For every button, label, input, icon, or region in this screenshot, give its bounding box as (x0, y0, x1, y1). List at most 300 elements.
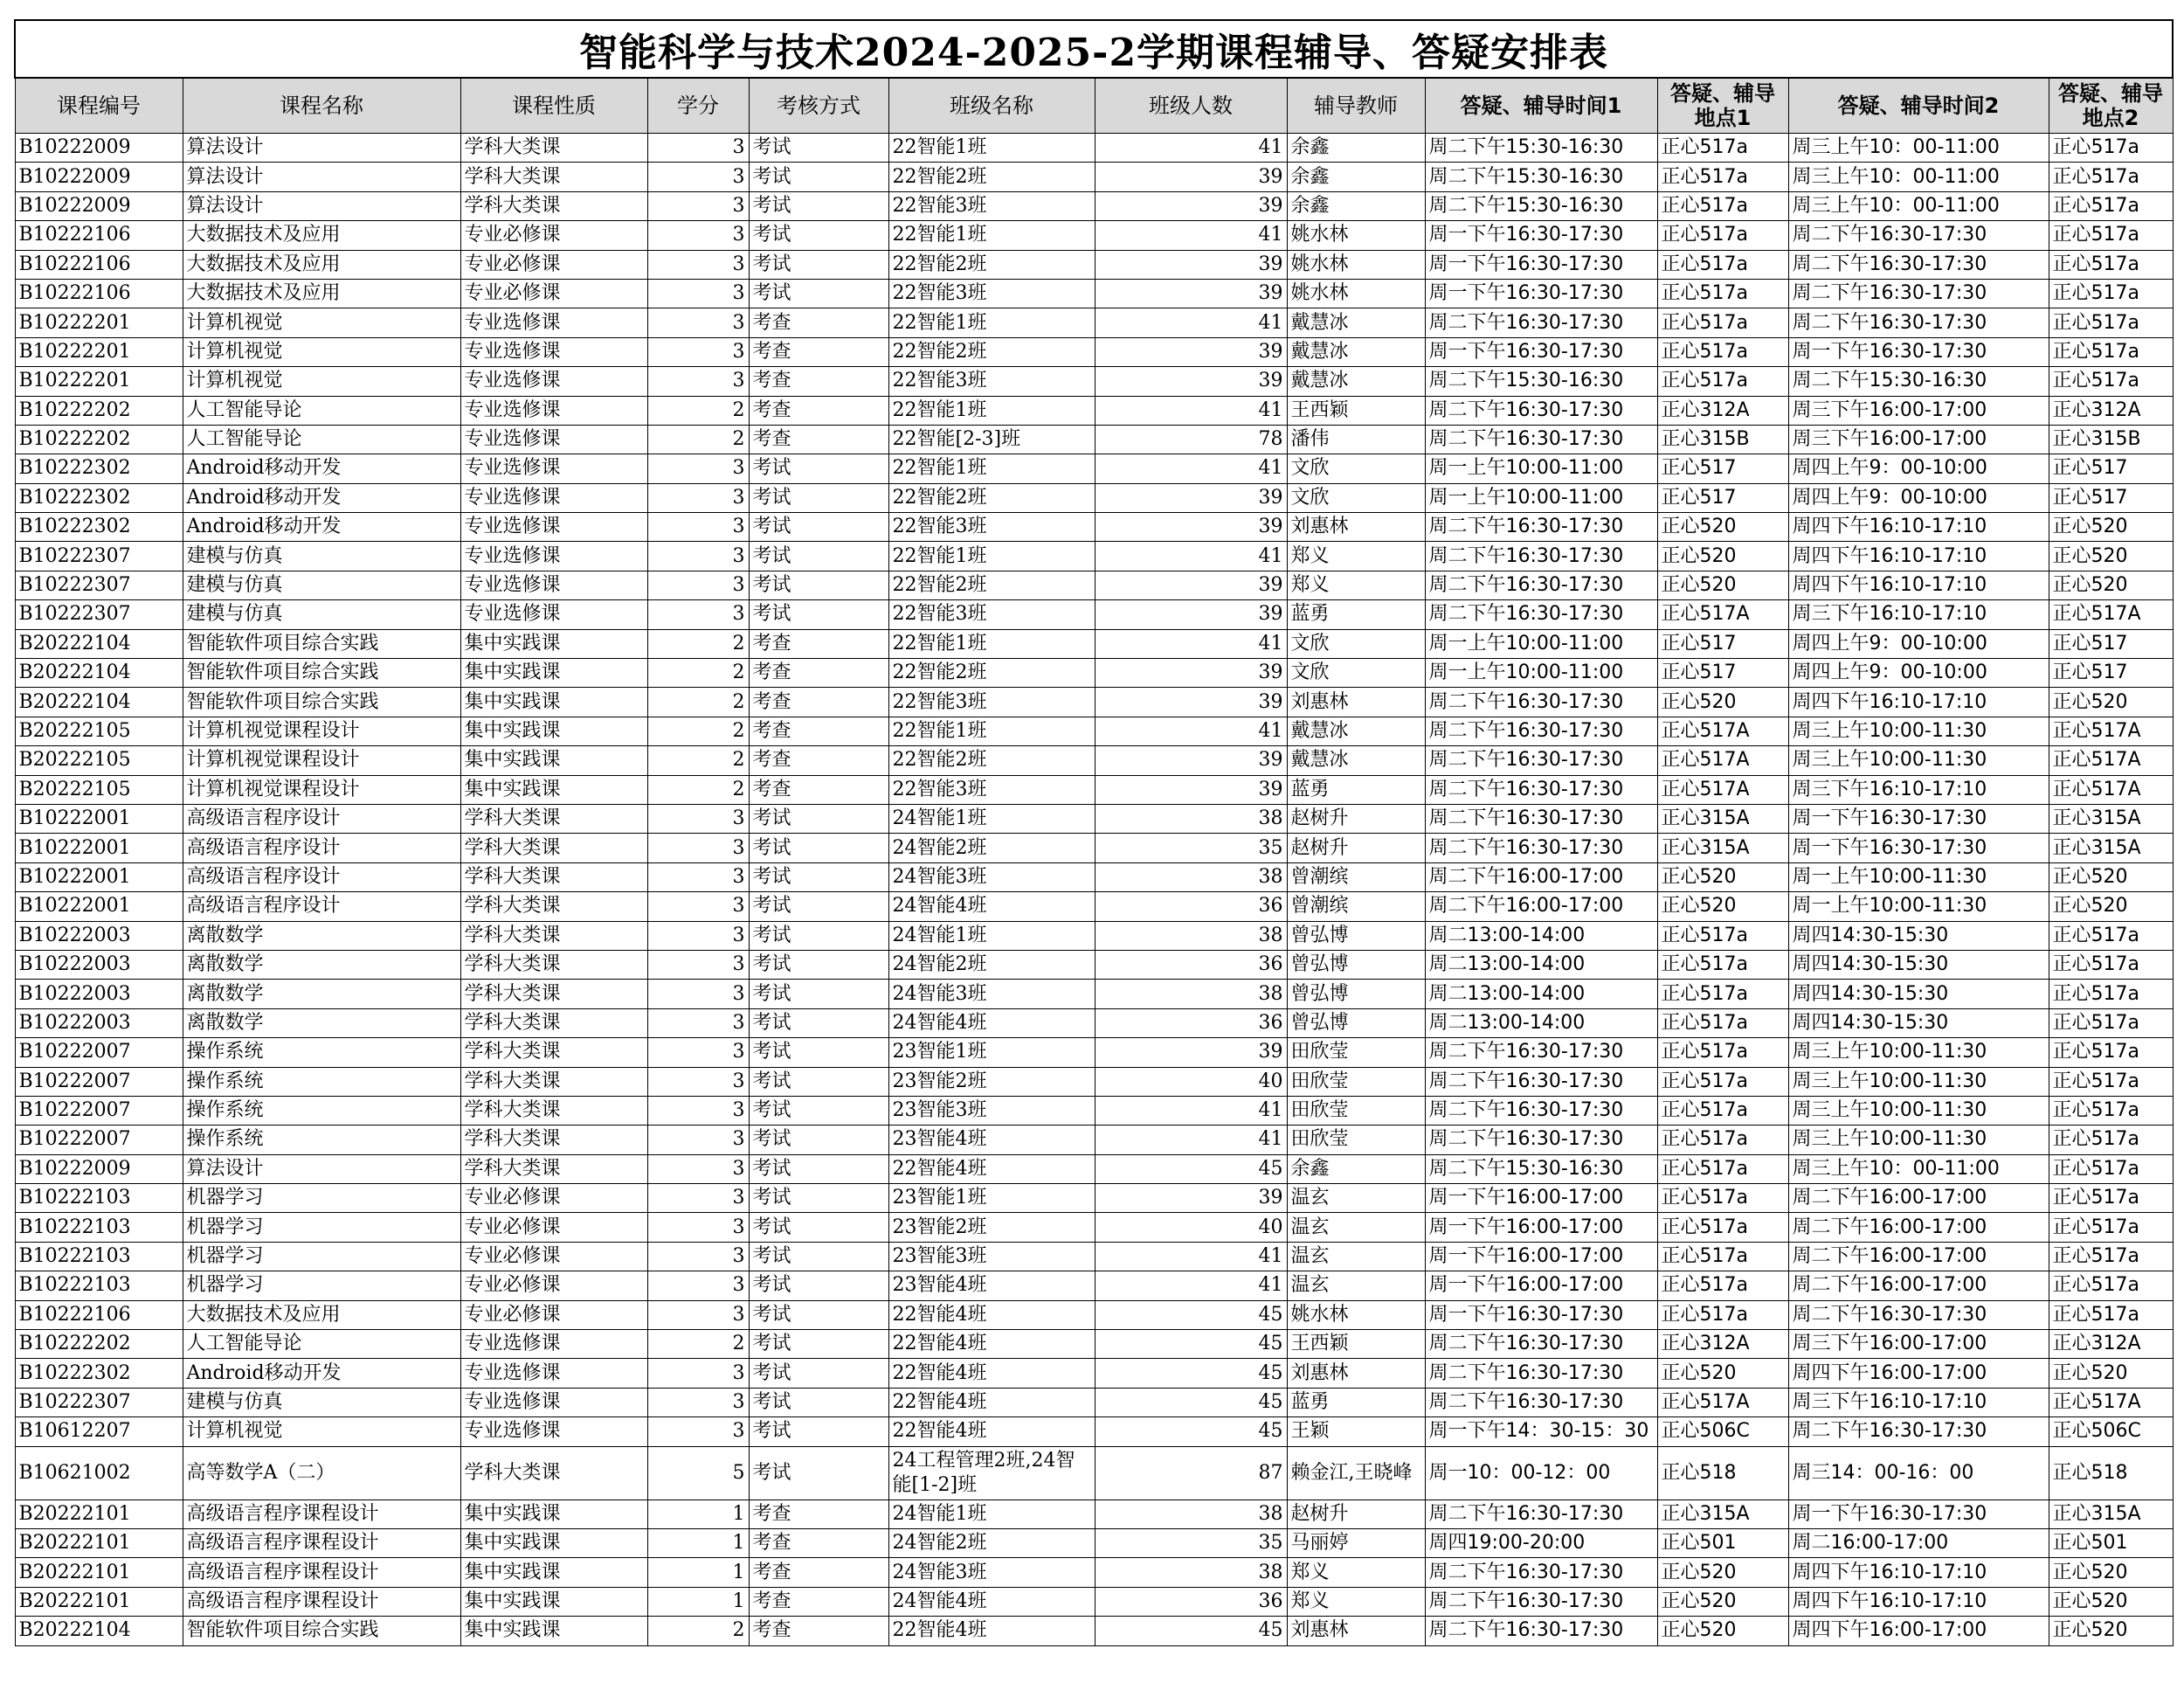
cell-tutor: 刘惠林 (1287, 1617, 1425, 1645)
cell-time-1: 周二下午16:30-17:30 (1425, 1038, 1657, 1067)
cell-assessment: 考试 (749, 163, 888, 191)
cell-time-1: 周一下午14：30-15：30 (1425, 1417, 1657, 1446)
cell-place-1: 正心517a (1657, 163, 1788, 191)
cell-place-1: 正心520 (1657, 892, 1788, 921)
cell-time-1: 周二下午15:30-16:30 (1425, 134, 1657, 163)
cell-time-2: 周一上午10:00-11:30 (1788, 862, 2049, 891)
cell-tutor: 王颖 (1287, 1417, 1425, 1446)
cell-assessment: 考查 (749, 1528, 888, 1557)
cell-class-size: 39 (1095, 483, 1287, 512)
cell-tutor: 文欣 (1287, 483, 1425, 512)
cell-course-type: 学科大类课 (460, 1154, 647, 1183)
cell-assessment: 考查 (749, 367, 888, 396)
cell-class-name: 22智能4班 (888, 1154, 1095, 1183)
cell-class-name: 22智能3班 (888, 191, 1095, 220)
cell-course-type: 集中实践课 (460, 1558, 647, 1587)
cell-credits: 3 (647, 454, 749, 483)
cell-class-size: 39 (1095, 191, 1287, 220)
cell-tutor: 刘惠林 (1287, 688, 1425, 717)
cell-time-1: 周一下午16:30-17:30 (1425, 279, 1657, 308)
cell-time-2: 周二下午16:00-17:00 (1788, 1271, 2049, 1300)
cell-assessment: 考查 (749, 717, 888, 745)
cell-assessment: 考试 (749, 513, 888, 542)
cell-credits: 3 (647, 134, 749, 163)
cell-tutor: 郑义 (1287, 571, 1425, 599)
cell-credits: 3 (647, 221, 749, 250)
cell-assessment: 考试 (749, 134, 888, 163)
cell-class-size: 35 (1095, 834, 1287, 862)
cell-place-1: 正心517a (1657, 337, 1788, 366)
cell-time-2: 周四下午16:10-17:10 (1788, 688, 2049, 717)
cell-credits: 2 (647, 629, 749, 658)
cell-place-1: 正心517a (1657, 1213, 1788, 1242)
cell-place-2: 正心312A (2049, 1330, 2173, 1359)
schedule-sheet (14, 19, 2172, 1646)
cell-course-type: 集中实践课 (460, 746, 647, 775)
table-row (15, 834, 2173, 862)
cell-class-size: 41 (1095, 134, 1287, 163)
cell-time-1: 周二下午16:30-17:30 (1425, 775, 1657, 804)
cell-course-code: B10222003 (15, 950, 183, 979)
cell-course-code: B20222105 (15, 775, 183, 804)
cell-place-1: 正心517A (1657, 717, 1788, 745)
cell-course-code: B10222009 (15, 191, 183, 220)
cell-place-1: 正心315A (1657, 834, 1788, 862)
cell-place-1: 正心520 (1657, 1587, 1788, 1616)
cell-class-name: 22智能1班 (888, 542, 1095, 571)
cell-assessment: 考查 (749, 308, 888, 337)
cell-course-name: 高级语言程序课程设计 (183, 1558, 460, 1587)
cell-time-2: 周三上午10：00-11:00 (1788, 1154, 2049, 1183)
cell-course-code: B10222106 (15, 279, 183, 308)
cell-class-size: 41 (1095, 308, 1287, 337)
cell-assessment: 考试 (749, 1096, 888, 1125)
cell-course-name: 高级语言程序设计 (183, 892, 460, 921)
cell-place-1: 正心517a (1657, 1096, 1788, 1125)
cell-tutor: 文欣 (1287, 629, 1425, 658)
cell-course-name: 建模与仿真 (183, 571, 460, 599)
cell-assessment: 考试 (749, 1184, 888, 1213)
cell-credits: 2 (647, 1330, 749, 1359)
cell-tutor: 刘惠林 (1287, 513, 1425, 542)
cell-course-type: 学科大类课 (460, 892, 647, 921)
cell-place-1: 正心520 (1657, 862, 1788, 891)
cell-time-1: 周一10：00-12：00 (1425, 1446, 1657, 1500)
cell-tutor: 余鑫 (1287, 163, 1425, 191)
cell-tutor: 郑义 (1287, 1558, 1425, 1587)
cell-course-type: 学科大类课 (460, 980, 647, 1008)
cell-tutor: 潘伟 (1287, 425, 1425, 454)
cell-time-1: 周二下午16:30-17:30 (1425, 1388, 1657, 1416)
table-row (15, 629, 2173, 658)
cell-time-2: 周三下午16:00-17:00 (1788, 396, 2049, 425)
cell-course-type: 专业必修课 (460, 1300, 647, 1329)
cell-course-type: 学科大类课 (460, 950, 647, 979)
cell-place-2: 正心312A (2049, 396, 2173, 425)
cell-class-size: 40 (1095, 1067, 1287, 1096)
cell-course-name: 高级语言程序课程设计 (183, 1587, 460, 1616)
cell-course-type: 学科大类课 (460, 1067, 647, 1096)
cell-course-name: 建模与仿真 (183, 542, 460, 571)
table-row (15, 1213, 2173, 1242)
cell-time-1: 周一下午16:00-17:00 (1425, 1271, 1657, 1300)
cell-course-name: 高级语言程序设计 (183, 862, 460, 891)
cell-course-type: 专业必修课 (460, 1184, 647, 1213)
cell-time-2: 周二下午16:30-17:30 (1788, 1300, 2049, 1329)
cell-course-type: 专业选修课 (460, 396, 647, 425)
cell-place-1: 正心517 (1657, 629, 1788, 658)
cell-time-1: 周二下午16:30-17:30 (1425, 834, 1657, 862)
cell-place-1: 正心518 (1657, 1446, 1788, 1500)
cell-assessment: 考试 (749, 921, 888, 950)
cell-time-2: 周三上午10：00-11:00 (1788, 134, 2049, 163)
cell-time-1: 周二13:00-14:00 (1425, 921, 1657, 950)
table-row (15, 308, 2173, 337)
cell-place-1: 正心517a (1657, 950, 1788, 979)
cell-course-type: 学科大类课 (460, 921, 647, 950)
cell-time-2: 周二下午16:30-17:30 (1788, 250, 2049, 279)
cell-course-type: 专业必修课 (460, 279, 647, 308)
cell-class-name: 22智能4班 (888, 1388, 1095, 1416)
cell-tutor: 赵树升 (1287, 834, 1425, 862)
cell-assessment: 考试 (749, 1417, 888, 1446)
cell-time-2: 周三下午16:10-17:10 (1788, 1388, 2049, 1416)
cell-time-1: 周一下午16:30-17:30 (1425, 221, 1657, 250)
cell-credits: 3 (647, 337, 749, 366)
cell-place-1: 正心517a (1657, 308, 1788, 337)
cell-course-name: 计算机视觉 (183, 367, 460, 396)
cell-class-name: 22智能2班 (888, 571, 1095, 599)
cell-credits: 3 (647, 1388, 749, 1416)
cell-class-name: 22智能1班 (888, 396, 1095, 425)
cell-course-code: B20222105 (15, 746, 183, 775)
cell-place-2: 正心501 (2049, 1528, 2173, 1557)
cell-time-1: 周二下午16:30-17:30 (1425, 308, 1657, 337)
cell-class-name: 22智能3班 (888, 600, 1095, 629)
cell-tutor: 戴慧冰 (1287, 717, 1425, 745)
cell-time-2: 周四上午9：00-10:00 (1788, 659, 2049, 688)
cell-time-2: 周四14:30-15:30 (1788, 921, 2049, 950)
cell-course-name: 高级语言程序设计 (183, 804, 460, 833)
header-assessment: 考核方式 (749, 78, 888, 134)
cell-assessment: 考试 (749, 1154, 888, 1183)
cell-class-size: 39 (1095, 513, 1287, 542)
cell-class-size: 38 (1095, 1558, 1287, 1587)
cell-course-name: 智能软件项目综合实践 (183, 629, 460, 658)
cell-place-1: 正心520 (1657, 1617, 1788, 1645)
cell-course-code: B10222007 (15, 1126, 183, 1154)
cell-assessment: 考查 (749, 1587, 888, 1616)
cell-tutor: 曾弘博 (1287, 1008, 1425, 1037)
cell-tutor: 蓝勇 (1287, 600, 1425, 629)
cell-course-name: Android移动开发 (183, 454, 460, 483)
cell-tutor: 余鑫 (1287, 134, 1425, 163)
cell-place-2: 正心517a (2049, 1271, 2173, 1300)
cell-credits: 3 (647, 980, 749, 1008)
cell-class-name: 24智能2班 (888, 834, 1095, 862)
cell-time-1: 周二下午16:00-17:00 (1425, 892, 1657, 921)
cell-class-name: 24智能1班 (888, 1500, 1095, 1528)
cell-course-type: 专业选修课 (460, 483, 647, 512)
cell-class-size: 39 (1095, 746, 1287, 775)
cell-assessment: 考查 (749, 425, 888, 454)
cell-time-2: 周三上午10:00-11:30 (1788, 717, 2049, 745)
cell-course-name: Android移动开发 (183, 513, 460, 542)
cell-place-1: 正心517a (1657, 279, 1788, 308)
cell-course-name: 离散数学 (183, 1008, 460, 1037)
cell-course-name: 计算机视觉课程设计 (183, 746, 460, 775)
cell-course-code: B20222104 (15, 688, 183, 717)
cell-assessment: 考试 (749, 250, 888, 279)
cell-time-2: 周二下午16:00-17:00 (1788, 1242, 2049, 1271)
cell-class-size: 39 (1095, 1184, 1287, 1213)
cell-course-code: B20222101 (15, 1587, 183, 1616)
cell-course-type: 学科大类课 (460, 191, 647, 220)
cell-course-type: 专业选修课 (460, 454, 647, 483)
cell-credits: 3 (647, 1096, 749, 1125)
cell-place-1: 正心517a (1657, 1067, 1788, 1096)
cell-course-code: B10222202 (15, 425, 183, 454)
cell-tutor: 田欣莹 (1287, 1067, 1425, 1096)
cell-course-name: Android移动开发 (183, 483, 460, 512)
cell-course-code: B10222307 (15, 600, 183, 629)
cell-place-1: 正心312A (1657, 1330, 1788, 1359)
cell-credits: 3 (647, 1213, 749, 1242)
table-row (15, 1330, 2173, 1359)
cell-time-2: 周四上午9：00-10:00 (1788, 629, 2049, 658)
cell-course-type: 学科大类课 (460, 1038, 647, 1067)
table-row (15, 337, 2173, 366)
cell-place-2: 正心517a (2049, 337, 2173, 366)
table-row (15, 921, 2173, 950)
cell-place-2: 正心520 (2049, 542, 2173, 571)
cell-time-1: 周二下午16:30-17:30 (1425, 1617, 1657, 1645)
cell-class-name: 22智能1班 (888, 454, 1095, 483)
cell-place-1: 正心517a (1657, 134, 1788, 163)
cell-time-1: 周一下午16:00-17:00 (1425, 1242, 1657, 1271)
cell-class-name: 23智能1班 (888, 1038, 1095, 1067)
schedule-table (14, 19, 2174, 1646)
cell-place-2: 正心517A (2049, 775, 2173, 804)
cell-credits: 3 (647, 600, 749, 629)
cell-place-1: 正心517a (1657, 1154, 1788, 1183)
cell-time-2: 周四14:30-15:30 (1788, 950, 2049, 979)
cell-assessment: 考试 (749, 950, 888, 979)
cell-place-2: 正心517A (2049, 746, 2173, 775)
cell-course-type: 专业必修课 (460, 1213, 647, 1242)
table-row (15, 804, 2173, 833)
cell-course-type: 学科大类课 (460, 163, 647, 191)
cell-course-type: 专业选修课 (460, 367, 647, 396)
cell-time-2: 周三上午10:00-11:30 (1788, 1096, 2049, 1125)
cell-place-1: 正心517A (1657, 600, 1788, 629)
cell-assessment: 考试 (749, 892, 888, 921)
table-row (15, 483, 2173, 512)
cell-tutor: 戴慧冰 (1287, 308, 1425, 337)
cell-assessment: 考试 (749, 1388, 888, 1416)
cell-time-1: 周一上午10:00-11:00 (1425, 483, 1657, 512)
cell-course-code: B10222302 (15, 1359, 183, 1388)
cell-place-2: 正心517a (2049, 921, 2173, 950)
cell-place-2: 正心517a (2049, 980, 2173, 1008)
cell-time-1: 周二下午16:30-17:30 (1425, 513, 1657, 542)
cell-class-name: 22智能[2-3]班 (888, 425, 1095, 454)
table-row (15, 191, 2173, 220)
cell-tutor: 赖金江,王晓峰 (1287, 1446, 1425, 1500)
cell-place-1: 正心517a (1657, 250, 1788, 279)
cell-class-name: 22智能3班 (888, 775, 1095, 804)
table-row (15, 1096, 2173, 1125)
cell-place-2: 正心315A (2049, 1500, 2173, 1528)
cell-tutor: 姚水林 (1287, 221, 1425, 250)
cell-course-type: 集中实践课 (460, 629, 647, 658)
cell-place-2: 正心517a (2049, 221, 2173, 250)
cell-class-size: 36 (1095, 892, 1287, 921)
cell-assessment: 考试 (749, 191, 888, 220)
cell-class-size: 45 (1095, 1300, 1287, 1329)
cell-time-2: 周一上午10:00-11:30 (1788, 892, 2049, 921)
cell-place-2: 正心517A (2049, 717, 2173, 745)
cell-class-name: 22智能1班 (888, 221, 1095, 250)
cell-place-2: 正心518 (2049, 1446, 2173, 1500)
cell-class-name: 24智能2班 (888, 950, 1095, 979)
table-row (15, 1617, 2173, 1645)
table-row (15, 1446, 2173, 1500)
header-row (15, 78, 2173, 134)
cell-place-2: 正心520 (2049, 892, 2173, 921)
table-row (15, 862, 2173, 891)
table-row (15, 1184, 2173, 1213)
cell-course-name: 大数据技术及应用 (183, 221, 460, 250)
cell-class-name: 22智能1班 (888, 717, 1095, 745)
cell-time-1: 周二下午16:30-17:30 (1425, 1558, 1657, 1587)
header-course-name: 课程名称 (183, 78, 460, 134)
cell-credits: 3 (647, 892, 749, 921)
cell-time-1: 周一上午10:00-11:00 (1425, 659, 1657, 688)
cell-class-size: 35 (1095, 1528, 1287, 1557)
table-row (15, 1417, 2173, 1446)
cell-credits: 3 (647, 1126, 749, 1154)
cell-course-type: 专业选修课 (460, 1388, 647, 1416)
cell-class-name: 22智能4班 (888, 1617, 1095, 1645)
header-class-size: 班级人数 (1095, 78, 1287, 134)
cell-place-1: 正心517a (1657, 191, 1788, 220)
cell-course-type: 集中实践课 (460, 775, 647, 804)
table-row (15, 163, 2173, 191)
cell-time-1: 周四19:00-20:00 (1425, 1528, 1657, 1557)
cell-course-code: B10222001 (15, 892, 183, 921)
cell-place-1: 正心517a (1657, 1184, 1788, 1213)
header-credits: 学分 (647, 78, 749, 134)
cell-course-type: 学科大类课 (460, 834, 647, 862)
table-row (15, 1300, 2173, 1329)
cell-class-name: 22智能3班 (888, 279, 1095, 308)
cell-course-type: 专业必修课 (460, 250, 647, 279)
cell-class-size: 38 (1095, 921, 1287, 950)
cell-class-size: 38 (1095, 862, 1287, 891)
cell-class-name: 24智能4班 (888, 892, 1095, 921)
cell-course-name: 高级语言程序课程设计 (183, 1500, 460, 1528)
cell-class-size: 41 (1095, 1126, 1287, 1154)
cell-course-name: 计算机视觉课程设计 (183, 775, 460, 804)
header-course-type: 课程性质 (460, 78, 647, 134)
cell-course-type: 学科大类课 (460, 134, 647, 163)
cell-time-1: 周二下午16:30-17:30 (1425, 1067, 1657, 1096)
cell-place-2: 正心517a (2049, 367, 2173, 396)
cell-class-size: 41 (1095, 1096, 1287, 1125)
cell-course-name: 智能软件项目综合实践 (183, 1617, 460, 1645)
cell-course-code: B10222307 (15, 1388, 183, 1416)
cell-assessment: 考试 (749, 804, 888, 833)
cell-course-name: 人工智能导论 (183, 396, 460, 425)
cell-course-name: 计算机视觉课程设计 (183, 717, 460, 745)
cell-tutor: 戴慧冰 (1287, 337, 1425, 366)
table-row (15, 950, 2173, 979)
cell-time-2: 周三下午16:00-17:00 (1788, 425, 2049, 454)
cell-time-1: 周二下午15:30-16:30 (1425, 163, 1657, 191)
cell-credits: 3 (647, 483, 749, 512)
cell-course-type: 专业选修课 (460, 1359, 647, 1388)
cell-tutor: 戴慧冰 (1287, 367, 1425, 396)
cell-place-2: 正心520 (2049, 688, 2173, 717)
cell-assessment: 考试 (749, 1067, 888, 1096)
cell-time-1: 周二下午16:30-17:30 (1425, 688, 1657, 717)
cell-course-name: 高级语言程序设计 (183, 834, 460, 862)
cell-class-size: 41 (1095, 454, 1287, 483)
cell-place-1: 正心520 (1657, 1558, 1788, 1587)
cell-time-2: 周一下午16:30-17:30 (1788, 834, 2049, 862)
cell-class-size: 38 (1095, 804, 1287, 833)
cell-tutor: 田欣莹 (1287, 1038, 1425, 1067)
cell-course-code: B20222104 (15, 629, 183, 658)
cell-place-1: 正心501 (1657, 1528, 1788, 1557)
cell-course-code: B10222001 (15, 804, 183, 833)
cell-credits: 3 (647, 1271, 749, 1300)
cell-course-name: 算法设计 (183, 134, 460, 163)
table-row (15, 1154, 2173, 1183)
cell-time-2: 周四14:30-15:30 (1788, 980, 2049, 1008)
cell-course-name: 离散数学 (183, 921, 460, 950)
cell-time-1: 周二下午15:30-16:30 (1425, 191, 1657, 220)
cell-time-1: 周二下午16:30-17:30 (1425, 746, 1657, 775)
cell-course-type: 专业选修课 (460, 542, 647, 571)
cell-credits: 2 (647, 396, 749, 425)
cell-course-code: B10222009 (15, 163, 183, 191)
cell-place-2: 正心517a (2049, 1300, 2173, 1329)
cell-class-size: 39 (1095, 659, 1287, 688)
cell-time-1: 周二下午16:30-17:30 (1425, 1500, 1657, 1528)
cell-place-1: 正心517a (1657, 1008, 1788, 1037)
cell-class-name: 22智能2班 (888, 163, 1095, 191)
cell-credits: 3 (647, 1242, 749, 1271)
cell-assessment: 考试 (749, 221, 888, 250)
cell-place-2: 正心517 (2049, 483, 2173, 512)
cell-course-type: 学科大类课 (460, 1126, 647, 1154)
cell-assessment: 考查 (749, 629, 888, 658)
cell-place-1: 正心517a (1657, 1271, 1788, 1300)
cell-course-code: B20222105 (15, 717, 183, 745)
cell-assessment: 考查 (749, 688, 888, 717)
cell-time-2: 周一下午16:30-17:30 (1788, 1500, 2049, 1528)
cell-class-name: 24智能1班 (888, 921, 1095, 950)
cell-place-1: 正心517a (1657, 1242, 1788, 1271)
cell-time-1: 周二下午16:30-17:30 (1425, 396, 1657, 425)
cell-tutor: 文欣 (1287, 659, 1425, 688)
cell-course-code: B10222001 (15, 862, 183, 891)
cell-assessment: 考试 (749, 279, 888, 308)
cell-course-code: B10222202 (15, 1330, 183, 1359)
cell-course-name: 离散数学 (183, 980, 460, 1008)
